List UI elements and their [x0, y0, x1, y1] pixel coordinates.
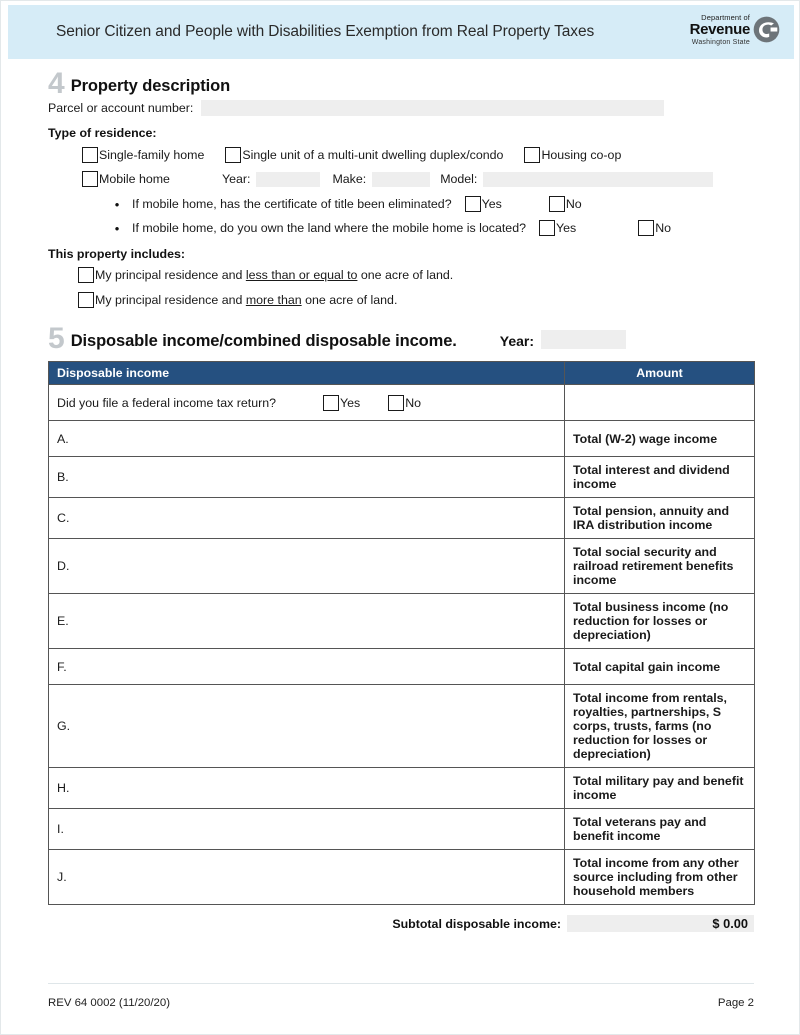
column-header-disposable-income: Disposable income — [49, 362, 565, 385]
row-letter-h: H. — [49, 768, 565, 809]
type-of-residence-label: Type of residence: — [48, 126, 157, 140]
section-4-title: Property description — [70, 77, 231, 95]
table-header-row — [49, 362, 755, 385]
mobile-model-input[interactable] — [483, 172, 713, 187]
row-desc-e: Total business income (no reduction for losses or depreciation) — [565, 594, 755, 649]
checkbox-title-eliminated-yes[interactable] — [465, 196, 481, 212]
label-title-eliminated-yes: Yes — [481, 197, 502, 211]
row-desc-j: Total income from any other source including from other household members — [565, 850, 755, 905]
mobile-bullet-2 — [110, 220, 754, 236]
section-4-number: 4 — [48, 67, 65, 100]
row-desc-i: Total veterans pay and benefit income — [565, 809, 755, 850]
federal-return-question-text: Did you file a federal income tax return? — [57, 395, 277, 410]
section-4-heading — [48, 67, 754, 100]
row-letter-a: A. — [49, 421, 565, 457]
mobile-bullet-1 — [110, 196, 754, 212]
label-residence-more-than-one-acre: My principal residence and more than one acre of land. — [95, 293, 398, 307]
subtotal-label: Subtotal disposable income: — [392, 916, 561, 931]
page-number-text: Page 2 — [717, 997, 754, 1009]
row-letter-d: D. — [49, 539, 565, 594]
table-row-federal-return-question — [49, 385, 755, 421]
row-desc-c: Total pension, annuity and IRA distribution income — [565, 498, 755, 539]
label-own-land-yes: Yes — [555, 221, 577, 235]
page-footer — [48, 997, 754, 1009]
row-desc-g: Total income from rentals, royalties, partnerships, S corps, trusts, farms (no reduction for losses or depreciation) — [565, 685, 755, 768]
table-row — [49, 685, 755, 768]
logo-state-text: Washington State — [691, 38, 750, 46]
footer-divider — [48, 983, 754, 984]
page-header — [8, 5, 794, 59]
row-letter-b: B. — [49, 457, 565, 498]
form-id-text: REV 64 0002 (11/20/20) — [48, 997, 171, 1009]
dor-logo — [672, 11, 780, 55]
checkbox-residence-less-than-one-acre[interactable] — [78, 267, 94, 283]
label-single-unit-multi-unit: Single unit of a multi-unit dwelling duplex/condo — [242, 148, 504, 162]
includes-option-1 — [78, 267, 754, 283]
amount-cell-federal-return — [565, 385, 755, 421]
label-title-eliminated-no: No — [565, 197, 582, 211]
checkbox-federal-return-no[interactable] — [388, 395, 404, 411]
checkbox-single-family-home[interactable] — [82, 147, 98, 163]
section-5-number: 5 — [48, 322, 65, 355]
row-letter-c: C. — [49, 498, 565, 539]
row-letter-j: J. — [49, 850, 565, 905]
logo-revenue-text: Revenue — [689, 20, 750, 38]
row-letter-i: I. — [49, 809, 565, 850]
table-row — [49, 649, 755, 685]
revenue-swirl-icon — [753, 16, 780, 43]
parcel-row — [48, 100, 754, 116]
mobile-make-input[interactable] — [372, 172, 430, 187]
mobile-make-label: Make: — [332, 172, 367, 186]
property-includes-label: This property includes: — [48, 247, 186, 261]
label-own-land-no: No — [655, 221, 672, 235]
bullet-dot-icon: • — [114, 220, 120, 236]
parcel-input[interactable] — [201, 100, 664, 116]
bullet-2-text: If mobile home, do you own the land where the mobile home is located? — [132, 221, 526, 235]
page-title: Senior Citizen and People with Disabilities Exemption from Real Property Taxes — [56, 23, 595, 40]
checkbox-housing-co-op[interactable] — [524, 147, 540, 163]
row-desc-a: Total (W-2) wage income — [565, 421, 755, 457]
checkbox-own-land-yes[interactable] — [539, 220, 555, 236]
bullet-1-text: If mobile home, has the certificate of title been eliminated? — [132, 197, 452, 211]
label-housing-co-op: Housing co-op — [541, 148, 622, 162]
checkbox-own-land-no[interactable] — [638, 220, 654, 236]
residence-options-row — [82, 147, 754, 163]
checkbox-residence-more-than-one-acre[interactable] — [78, 292, 94, 308]
form-content — [48, 67, 754, 932]
section-5-year-label: Year: — [499, 333, 535, 349]
label-mobile-home: Mobile home — [99, 172, 170, 186]
label-federal-return-yes: Yes — [340, 395, 361, 410]
row-desc-h: Total military pay and benefit income — [565, 768, 755, 809]
table-row — [49, 539, 755, 594]
table-row — [49, 594, 755, 649]
includes-option-2 — [78, 292, 754, 308]
row-desc-f: Total capital gain income — [565, 649, 755, 685]
checkbox-title-eliminated-no[interactable] — [549, 196, 565, 212]
table-row — [49, 457, 755, 498]
mobile-year-label: Year: — [221, 172, 251, 186]
checkbox-mobile-home[interactable] — [82, 171, 98, 187]
logo-department-text: Department of — [701, 13, 750, 22]
checkbox-federal-return-yes[interactable] — [323, 395, 339, 411]
row-desc-b: Total interest and dividend income — [565, 457, 755, 498]
subtotal-value: $ 0.00 — [567, 915, 754, 932]
table-row — [49, 498, 755, 539]
section-5-title: Disposable income/combined disposable income. — [70, 332, 457, 350]
parcel-label: Parcel or account number: — [48, 101, 194, 115]
disposable-income-table — [48, 361, 755, 905]
checkbox-single-unit-multi-unit[interactable] — [225, 147, 241, 163]
row-letter-f: F. — [49, 649, 565, 685]
table-row — [49, 768, 755, 809]
section-5-heading — [48, 322, 754, 355]
section-5-year-input[interactable] — [541, 330, 626, 349]
label-residence-less-than-one-acre: My principal residence and less than or equal to one acre of land. — [95, 268, 454, 282]
bullet-dot-icon: • — [114, 196, 120, 212]
mobile-model-label: Model: — [440, 172, 478, 186]
mobile-home-row — [82, 171, 754, 187]
table-row — [49, 809, 755, 850]
subtotal-row — [48, 915, 754, 932]
label-single-family-home: Single-family home — [99, 148, 205, 162]
mobile-year-input[interactable] — [256, 172, 320, 187]
row-letter-g: G. — [49, 685, 565, 768]
label-federal-return-no: No — [405, 395, 422, 410]
table-row — [49, 850, 755, 905]
column-header-amount: Amount — [565, 362, 755, 385]
table-row — [49, 421, 755, 457]
row-letter-e: E. — [49, 594, 565, 649]
row-desc-d: Total social security and railroad retirement benefits income — [565, 539, 755, 594]
